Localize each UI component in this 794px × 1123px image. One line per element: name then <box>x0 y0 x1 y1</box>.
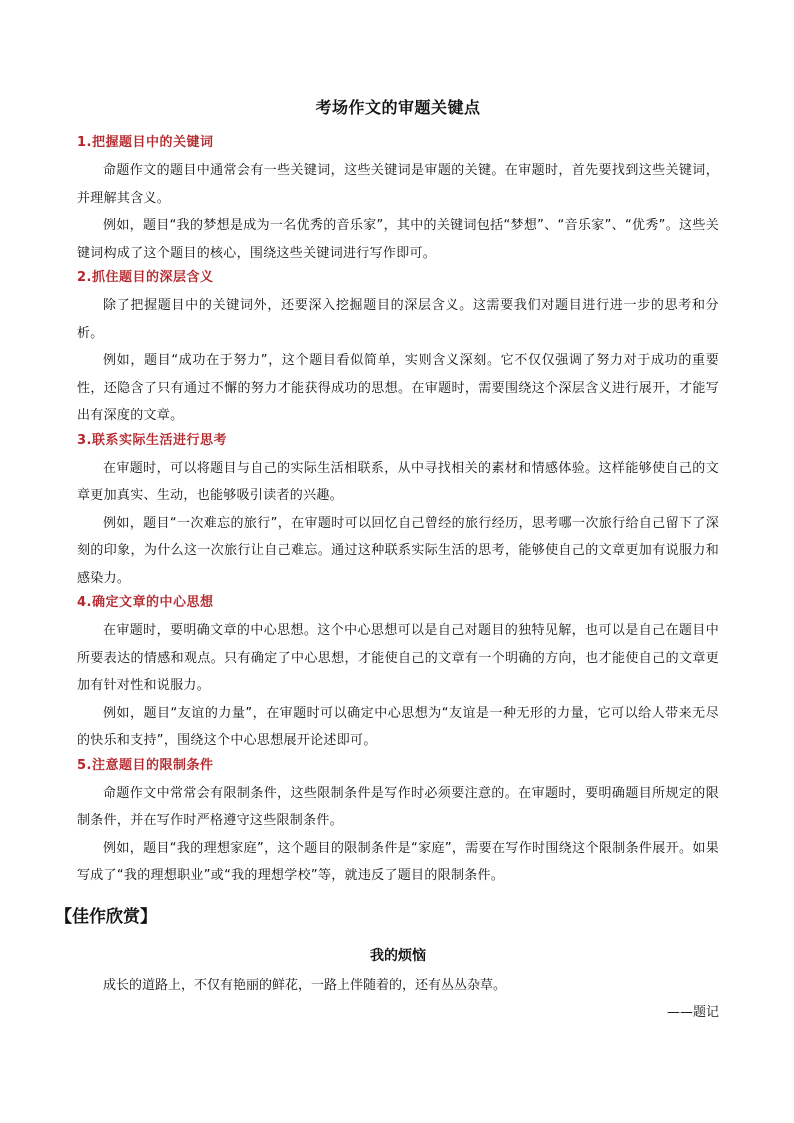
paragraph: 例如，题目“我的理想家庭”，这个题目的限制条件是“家庭”，需要在写作时围绕这个限制条件展开。如果写成了“我的理想职业”或“我的理想学校”等，就违反了题目的限制条件。 <box>77 840 719 883</box>
paragraph: 除了把握题目中的关键词外，还要深入挖掘题目的深层含义。这需要我们对题目进行进一步的思考和分析。 <box>77 298 719 341</box>
paragraph: 例如，题目“成功在于努力”，这个题目看似简单，实则含义深刻。它不仅仅强调了努力对于成功的重要性，还隐含了只有通过不懈的努力才能获得成功的思想。在审题时，需要围绕这个深层含义进行展开，才能写出有深度的文章。 <box>77 353 719 423</box>
section-5 <box>77 755 719 890</box>
section-heading: 4.确定文章的中心思想 <box>77 595 214 610</box>
section-heading: 5.注意题目的限制条件 <box>77 757 214 773</box>
appreciation-heading: 【佳作欣赏】 <box>55 906 157 927</box>
essay-epigraph: 成长的道路上，不仅有艳丽的鲜花，一路上伴随着的，还有丛丛杂草。 <box>103 977 507 993</box>
paragraph: 例如，题目“我的梦想是成为一名优秀的音乐家”，其中的关键词包括“梦想”、“音乐家”、“优秀”。这些关键词构成了这个题目的核心，围绕这些关键词进行写作即可。 <box>77 218 719 261</box>
section-4 <box>77 592 719 755</box>
section-heading: 1.把握题目中的关键词 <box>77 135 214 150</box>
paragraph: 在审题时，可以将题目与自己的实际生活相联系，从中寻找相关的素材和情感体验。这样能够使自己的文章更加真实、生动，也能够吸引读者的兴趣。 <box>77 460 719 503</box>
paragraph: 例如，题目“一次难忘的旅行”，在审题时可以回忆自己曾经的旅行经历，思考哪一次旅行给自己留下了深刻的印象，为什么这一次旅行让自己难忘。通过这种联系实际生活的思考，能够使自己的文章更加有说服力和感染力。 <box>77 515 719 586</box>
document-title: 考场作文的审题关键点 <box>315 98 481 117</box>
section-heading: 3.联系实际生活进行思考 <box>77 432 227 448</box>
section-heading: 2.抓住题目的深层含义 <box>77 270 214 285</box>
document-body <box>55 95 719 1026</box>
paragraph: 例如，题目“友谊的力量”，在审题时可以确定中心思想为“友谊是一种无形的力量，它可以给人带来无尽的快乐和支持”，围绕这个中心思想展开论述即可。 <box>77 705 719 748</box>
essay-title: 我的烦恼 <box>370 947 426 964</box>
paragraph: 命题作文中常常会有限制条件，这些限制条件是写作时必须要注意的。在审题时，要明确题目所规定的限制条件，并在写作时严格遵守这些限制条件。 <box>77 785 719 828</box>
section-2 <box>77 267 719 430</box>
paragraph: 在审题时，要明确文章的中心思想。这个中心思想可以是自己对题目的独特见解，也可以是自己在题目中所要表达的情感和观点。只有确定了中心思想，才能使自己的文章有一个明确的方向，也才能使自己的文章更加有针对性和说服力。 <box>77 623 719 693</box>
section-1 <box>77 132 719 267</box>
epigraph-signature: ——题记 <box>666 1004 719 1020</box>
section-3 <box>77 430 719 593</box>
paragraph: 命题作文的题目中通常会有一些关键词，这些关键词是审题的关键。在审题时，首先要找到这些关键词，并理解其含义。 <box>77 163 719 206</box>
